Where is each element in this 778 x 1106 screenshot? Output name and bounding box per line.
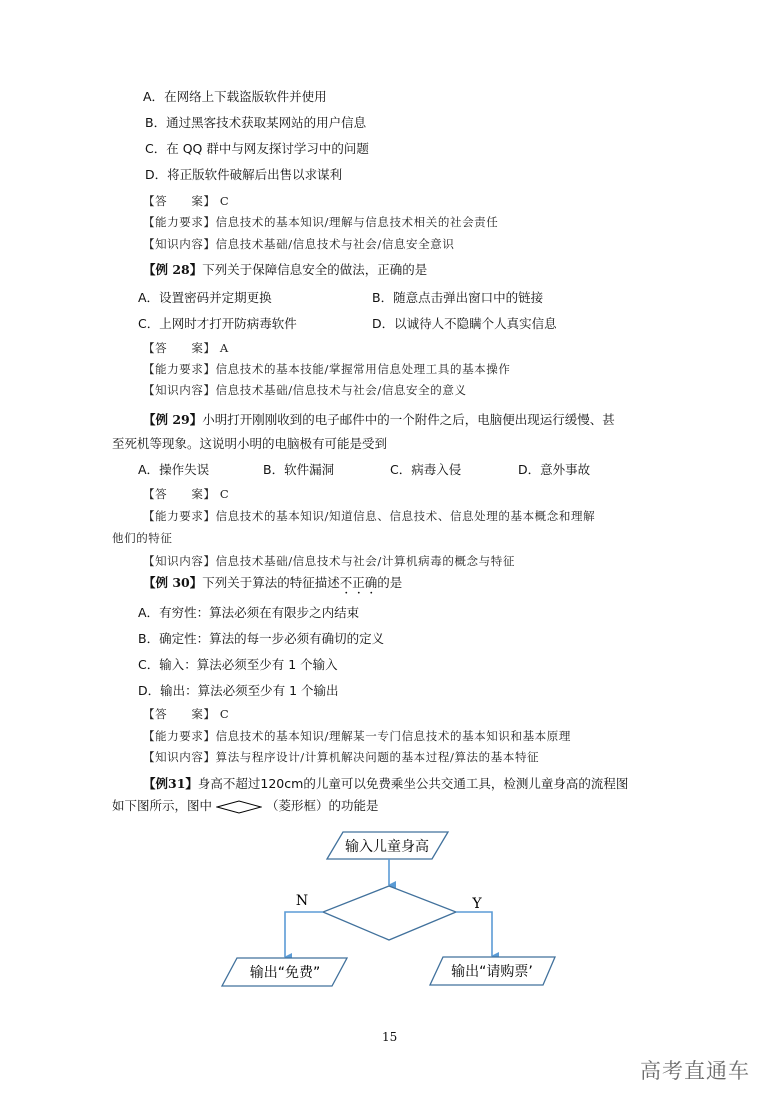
option-text: 有穷性：算法必须在有限步之内结束 [159, 605, 360, 620]
question-stem-continued: 至死机等现象。这说明小明的电脑极有可能是受到 [112, 436, 388, 451]
ability-text: 信息技术的基本知识/理解某一专门信息技术的基本知识和基本原理 [215, 729, 571, 743]
question-stem: 身高不超过120cm的儿童可以免费乘坐公共交通工具，检测儿童身高的流程图 [197, 776, 629, 791]
decision-diamond [323, 886, 456, 940]
option-text: 以诚待人不隐瞒个人真实信息 [394, 316, 557, 331]
knowledge-text: 信息技术基础/信息技术与社会/信息安全意识 [215, 237, 455, 251]
question-stem-continued: 如下图所示，图中 [112, 798, 213, 813]
knowledge-text: 信息技术基础/信息技术与社会/计算机病毒的概念与特征 [215, 554, 515, 568]
answer-label: 【答 案】 [143, 341, 216, 355]
option-label: B． [372, 290, 394, 305]
knowledge-label: 【知识内容】 [143, 237, 216, 251]
option-text: 意外事故 [540, 462, 591, 477]
option-label: A． [143, 89, 165, 104]
option-text: 在 QQ 群中与网友探讨学习中的问题 [166, 141, 369, 156]
watermark: 高考直通车 [640, 1059, 750, 1083]
answer-label: 【答 案】 [143, 194, 216, 208]
option-label: A． [138, 605, 160, 620]
yes-label: Y [472, 896, 482, 912]
option-label: A． [138, 462, 160, 477]
knowledge-text: 信息技术基础/信息技术与社会/信息安全的意义 [215, 383, 467, 397]
ability-text: 信息技术的基本技能/掌握常用信息处理工具的基本操作 [215, 362, 511, 376]
option-text: 随意点击弹出窗口中的链接 [393, 290, 544, 305]
option-text: 输出：算法必须至少有 1 个输出 [160, 683, 339, 698]
example-tag: 【例31】 [143, 776, 198, 791]
option-label: C． [138, 657, 160, 672]
option-text: 在网络上下载盗版软件并使用 [164, 89, 327, 104]
question-stem: 下列关于算法的特征描述 [202, 575, 340, 590]
option-text: 设置密码并定期更换 [159, 290, 272, 305]
ability-text: 信息技术的基本知识/理解与信息技术相关的社会责任 [215, 215, 499, 229]
option-label: D． [372, 316, 395, 331]
option-text: 病毒入侵 [411, 462, 462, 477]
ability-label: 【能力要求】 [143, 729, 216, 743]
question-stem: 小明打开刚刚收到的电子邮件中的一个附件之后，电脑便出现运行缓慢、甚 [202, 412, 615, 427]
knowledge-label: 【知识内容】 [143, 750, 216, 764]
question-stem-end: （菱形框）的功能是 [265, 798, 379, 813]
input-box-label: 输入儿童身高 [345, 839, 429, 855]
option-label: D． [138, 683, 161, 698]
answer-label: 【答 案】 [143, 707, 216, 721]
answer-label: 【答 案】 [143, 487, 216, 501]
flow-arrow-yes-branch [456, 912, 492, 956]
input-box [327, 832, 448, 859]
option-label: B． [138, 631, 160, 646]
ability-label: 【能力要求】 [143, 362, 216, 376]
option-label: C． [145, 141, 167, 156]
yes-output-box [430, 957, 555, 985]
example-tag: 【例 29】 [143, 412, 203, 427]
answer-value: C [219, 487, 230, 501]
knowledge-text: 算法与程序设计/计算机解决问题的基本过程/算法的基本特征 [215, 750, 540, 764]
question-stem: 下列关于保障信息安全的做法，正确的是 [202, 262, 428, 277]
ability-text-continued: 他们的特征 [112, 531, 173, 545]
no-output-box [222, 958, 347, 986]
answer-value: C [219, 707, 230, 721]
no-label: N [295, 893, 309, 909]
option-label: B． [145, 115, 167, 130]
flow-arrow-no-branch [285, 912, 323, 957]
example-tag: 【例 28】 [143, 262, 203, 277]
option-label: A． [138, 290, 160, 305]
knowledge-label: 【知识内容】 [143, 554, 216, 568]
option-text: 通过黑客技术获取某网站的用户信息 [166, 115, 367, 130]
question-stem-end: 的是 [377, 575, 403, 590]
yes-output-label: 输出“请购票’ [451, 964, 533, 980]
ability-label: 【能力要求】 [143, 215, 216, 229]
option-text: 上网时才打开防病毒软件 [159, 316, 297, 331]
answer-value: C [219, 194, 230, 208]
no-output-label: 输出“免费” [249, 965, 321, 981]
example-tag: 【例 30】 [143, 575, 203, 590]
knowledge-label: 【知识内容】 [143, 383, 216, 397]
option-text: 确定性：算法的每一步必须有确切的定义 [159, 631, 385, 646]
option-label: C． [390, 462, 412, 477]
ability-label: 【能力要求】 [143, 509, 216, 523]
answer-value: A [219, 341, 229, 355]
option-label: D． [518, 462, 541, 477]
option-text: 操作失误 [159, 462, 210, 477]
page-number: 15 [382, 1030, 398, 1044]
ability-text: 信息技术的基本知识/知道信息、信息技术、信息处理的基本概念和理解 [215, 509, 596, 523]
option-text: 将正版软件破解后出售以求谋利 [167, 167, 343, 182]
option-text: 软件漏洞 [284, 462, 335, 477]
option-label: D． [145, 167, 168, 182]
emphasized-word: 不正确 [339, 575, 378, 590]
option-label: C． [138, 316, 160, 331]
option-text: 输入：算法必须至少有 1 个输入 [159, 657, 338, 672]
option-label: B． [263, 462, 285, 477]
